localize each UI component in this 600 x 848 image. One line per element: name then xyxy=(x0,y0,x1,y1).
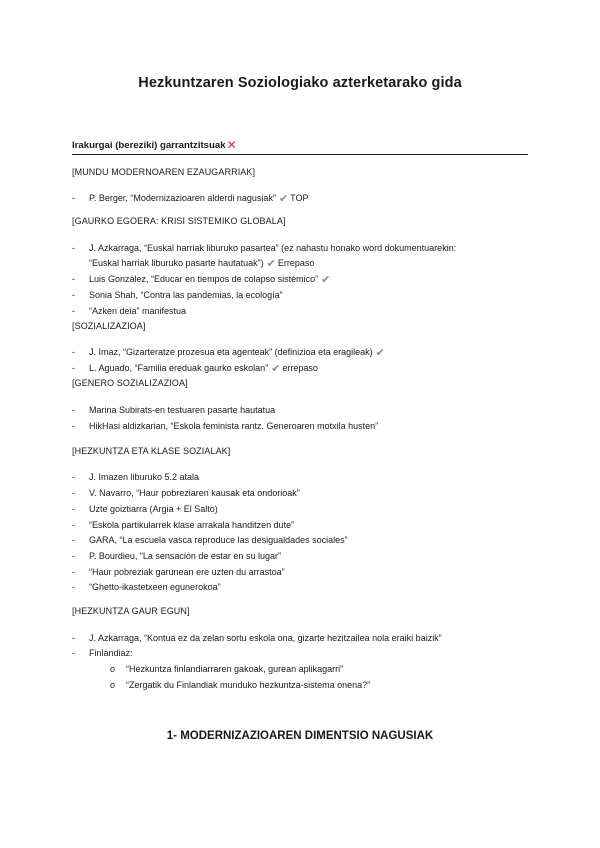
chapter-heading: 1- MODERNIZAZIOAREN DIMENTSIO NAGUSIAK xyxy=(166,730,434,742)
list-item: - “Ghetto-ikastetxeen egunerokoa” xyxy=(72,582,221,592)
list-item: - J. Imaz, “Gizarteratze prozesua eta agenteak” (definizioa eta eragileak) ✔ xyxy=(72,347,385,359)
list-item: - L. Aguado, “Familia ereduak gaurko eskolan” ✔ errepaso xyxy=(72,363,318,375)
check-mark-icon: ✔ xyxy=(375,347,385,359)
section-heading-modern-world: [MUNDU MODERNOAREN EZAUGARRIAK] xyxy=(72,167,256,177)
list-item: - “Haur pobreziak garunean ere uzten du arrastoa” xyxy=(72,567,285,577)
list-item: - J. Imazen liburuko 5.2 atala xyxy=(72,472,200,482)
section-heading-socialization: [SOZIALIZAZIOA] xyxy=(72,321,146,331)
sub-list-item: o “Zergatik du Finlandiak munduko hezkuntza-sistema onena?” xyxy=(110,680,371,690)
list-item: - V. Navarro, “Haur pobreziaren kausak eta ondorioak” xyxy=(72,488,300,498)
list-item: - Finlandiaz: xyxy=(72,648,133,658)
list-item: - J. Azkarraga, “Euskal harriak liburuko pasartea” (ez nahastu honako word dokumentuarekin: xyxy=(72,243,457,253)
check-mark-icon: ✔ xyxy=(266,258,276,270)
page-title: Hezkuntzaren Soziologiako azterketarako gida xyxy=(138,75,462,91)
list-item: - “Azken deia” manifestua xyxy=(72,306,187,316)
sub-list-item: o “Hezkuntza finlandiarraren gakoak, gurean aplikagarri” xyxy=(110,664,344,674)
check-mark-icon: ✔ xyxy=(271,363,281,375)
check-mark-icon: ✔ xyxy=(278,193,289,205)
section-heading-global-crisis: [GAURKO EGOERA: KRISI SISTEMIKO GLOBALA] xyxy=(72,216,286,226)
list-item: - “Eskola partikularrek klase arrakala handitzen dute” xyxy=(72,520,295,530)
list-item: - J. Azkarraga, “Kontua ez da zelan sortu eskola ona, gizarte hezitzailea nola eraiki baizik” xyxy=(72,633,442,643)
section-heading-education-today: [HEZKUNTZA GAUR EGUN] xyxy=(72,606,190,616)
section-heading-gender-socialization: [GENERO SOZIALIZAZIOA] xyxy=(72,378,188,388)
list-item: - Uzte goiztiarra (Argia + El Salto) xyxy=(72,504,218,514)
list-item: - HikHasi aldizkarian, “Eskola feminista rantz. Generoaren motxila husten” xyxy=(72,421,379,431)
list-item: - GARA, “La escuela vasca reproduce las desigualdades sociales” xyxy=(72,535,348,545)
list-item: - Sonia Shah, “Contra las pandemias, la ecología” xyxy=(72,290,283,300)
readings-heading-text: Irakurgai (bereziki) garrantzitsuak xyxy=(72,140,226,151)
check-mark-icon: ✔ xyxy=(321,274,331,286)
readings-heading xyxy=(72,138,528,155)
list-item: - Luis González, “Educar en tiempos de colapso sistémico” ✔ xyxy=(72,274,331,286)
list-item: - P. Berger, “Modernizazioaren alderdi nagusiak” ✔ TOP xyxy=(72,193,309,205)
cross-mark-icon: ✕ xyxy=(226,138,237,152)
list-item: - P. Bourdieu, “La sensación de estar en su lugar” xyxy=(72,551,281,561)
list-item-continuation: “Euskal harriak liburuko pasarte hautatuak”) ✔ Errepaso xyxy=(89,258,315,270)
list-item: - Marina Subirats-en testuaren pasarte hautatua xyxy=(72,405,276,415)
section-heading-education-social-class: [HEZKUNTZA ETA KLASE SOZIALAK] xyxy=(72,446,231,456)
